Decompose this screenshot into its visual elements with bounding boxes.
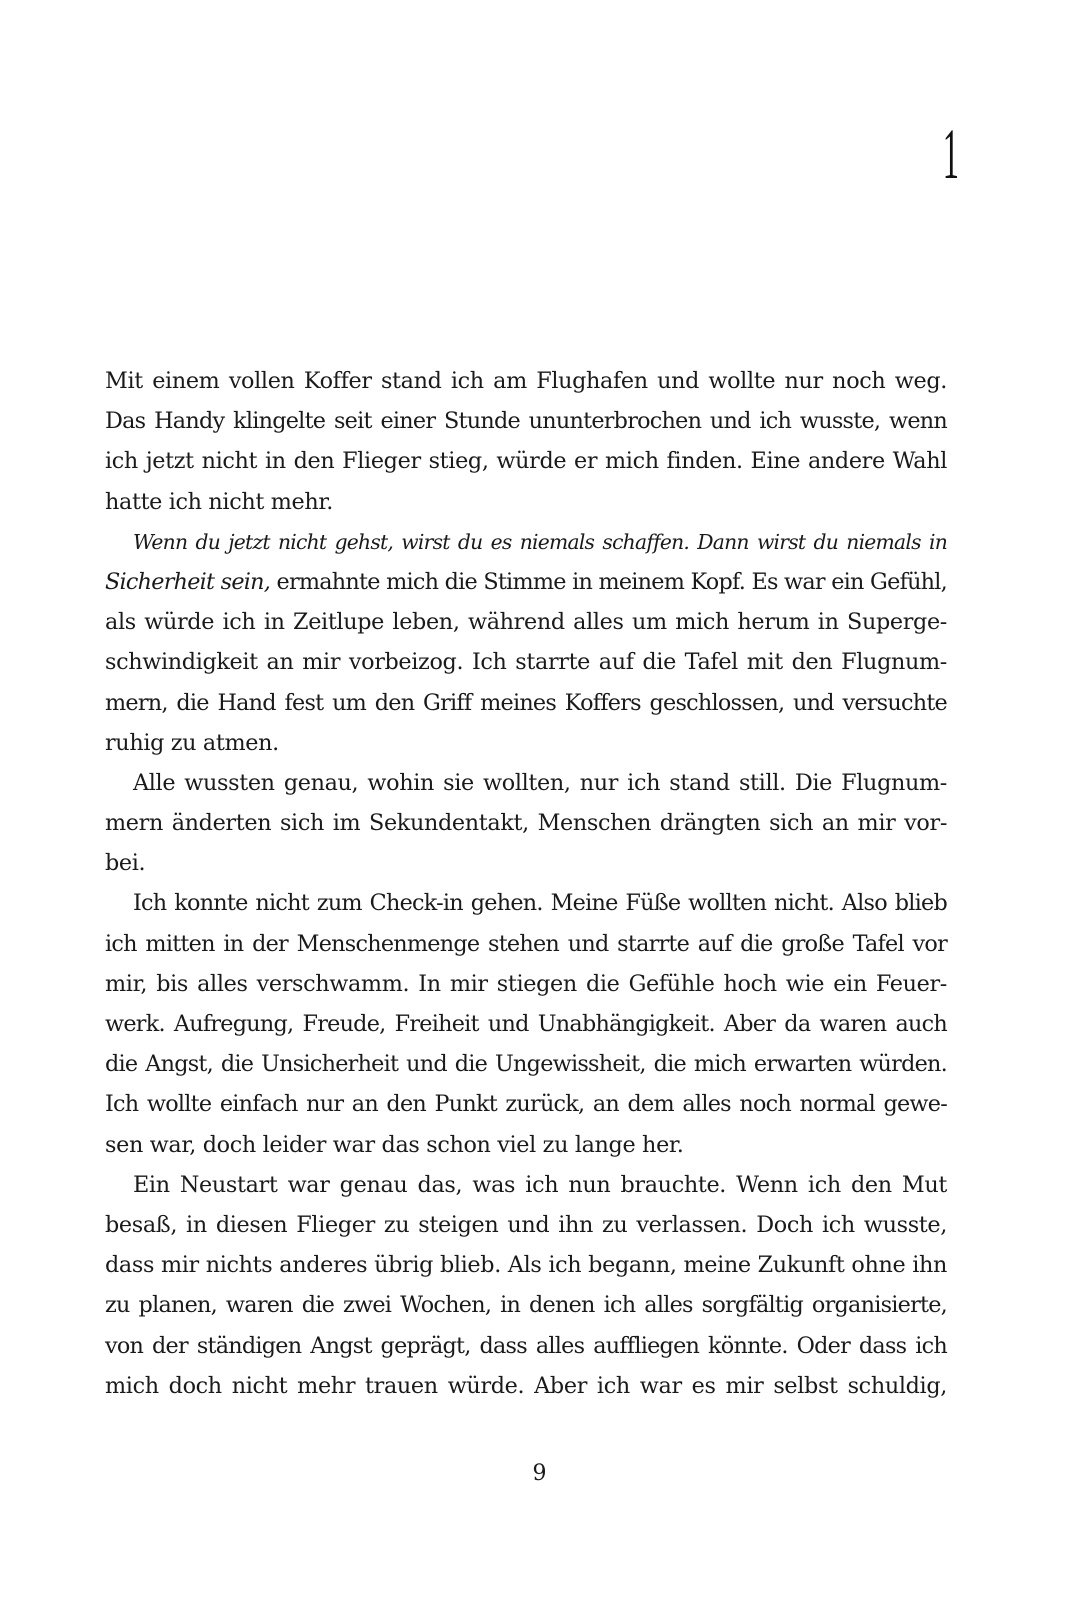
text-line: als würde ich in Zeitlupe leben, während alles um mich herum in Superge- [105, 609, 947, 636]
text-line: mich doch nicht mehr trauen würde. Aber ich war es mir selbst schuldig, [105, 1372, 947, 1399]
text-line: schwindigkeit an mir vorbeizog. Ich starrte auf die Tafel mit den Flugnum- [105, 649, 947, 676]
page-number: 9 [532, 1461, 547, 1486]
text-line: dass mir nichts anderes übrig blieb. Als ich begann, meine Zukunft ohne ihn [105, 1252, 947, 1279]
text-line: die Angst, die Unsicherheit und die Ungewissheit, die mich erwarten würden. [105, 1051, 947, 1078]
text-line: bei. [105, 850, 146, 877]
text-line: Ein Neustart war genau das, was ich nun brauchte. Wenn ich den Mut [133, 1171, 947, 1198]
text-line [105, 522, 947, 562]
text-line: ich mitten in der Menschenmenge stehen und starrte auf die große Tafel vor [105, 930, 947, 957]
italic-text: Wenn du jetzt nicht gehst, wirst du es niemals schaffen. Dann wirst du niemals in [133, 529, 947, 554]
text-line: Ich konnte nicht zum Check-in gehen. Meine Füße wollten nicht. Also blieb [133, 890, 947, 917]
text-fragment: ermahnte mich die Stimme in meinem Kopf. Es war ein Gefühl, [270, 568, 948, 595]
body-text [105, 361, 947, 1406]
text-line: Das Handy klingelte seit einer Stunde ununterbrochen und ich wusste, wenn [105, 408, 947, 435]
text-line [105, 562, 947, 602]
text-line: Mit einem vollen Koffer stand ich am Flughafen und wollte nur noch weg. [105, 368, 947, 394]
text-line: ruhig zu atmen. [105, 729, 279, 756]
text-line: besaß, in diesen Flieger zu steigen und ihn zu verlassen. Doch ich wusste, [105, 1211, 947, 1238]
text-line: von der ständigen Angst geprägt, dass alles auffliegen könnte. Oder dass ich [105, 1332, 947, 1359]
text-line: mern änderten sich im Sekundentakt, Menschen drängten sich an mir vor- [105, 810, 947, 837]
text-line: Ich wollte einfach nur an den Punkt zurück, an dem alles noch normal gewe- [105, 1091, 947, 1118]
text-line: mern, die Hand fest um den Griff meines Koffers geschlossen, und versuchte [105, 689, 947, 716]
text-line: mir, bis alles verschwamm. In mir stiegen die Gefühle hoch wie ein Feuer- [105, 970, 947, 997]
text-line: sen war, doch leider war das schon viel zu lange her. [105, 1131, 684, 1158]
text-line: werk. Aufregung, Freude, Freiheit und Unabhängigkeit. Aber da waren auch [105, 1011, 947, 1037]
italic-text: Sicherheit sein, [105, 568, 271, 595]
text-line: zu planen, waren die zwei Wochen, in denen ich alles sorgfältig organisierte, [105, 1292, 947, 1319]
text-line: Alle wussten genau, wohin sie wollten, nur ich stand still. Die Flugnum- [133, 769, 947, 796]
text-line: hatte ich nicht mehr. [105, 488, 333, 515]
text-line: ich jetzt nicht in den Flieger stieg, würde er mich finden. Eine andere Wahl [105, 448, 947, 475]
chapter-number: 1 [942, 114, 959, 194]
